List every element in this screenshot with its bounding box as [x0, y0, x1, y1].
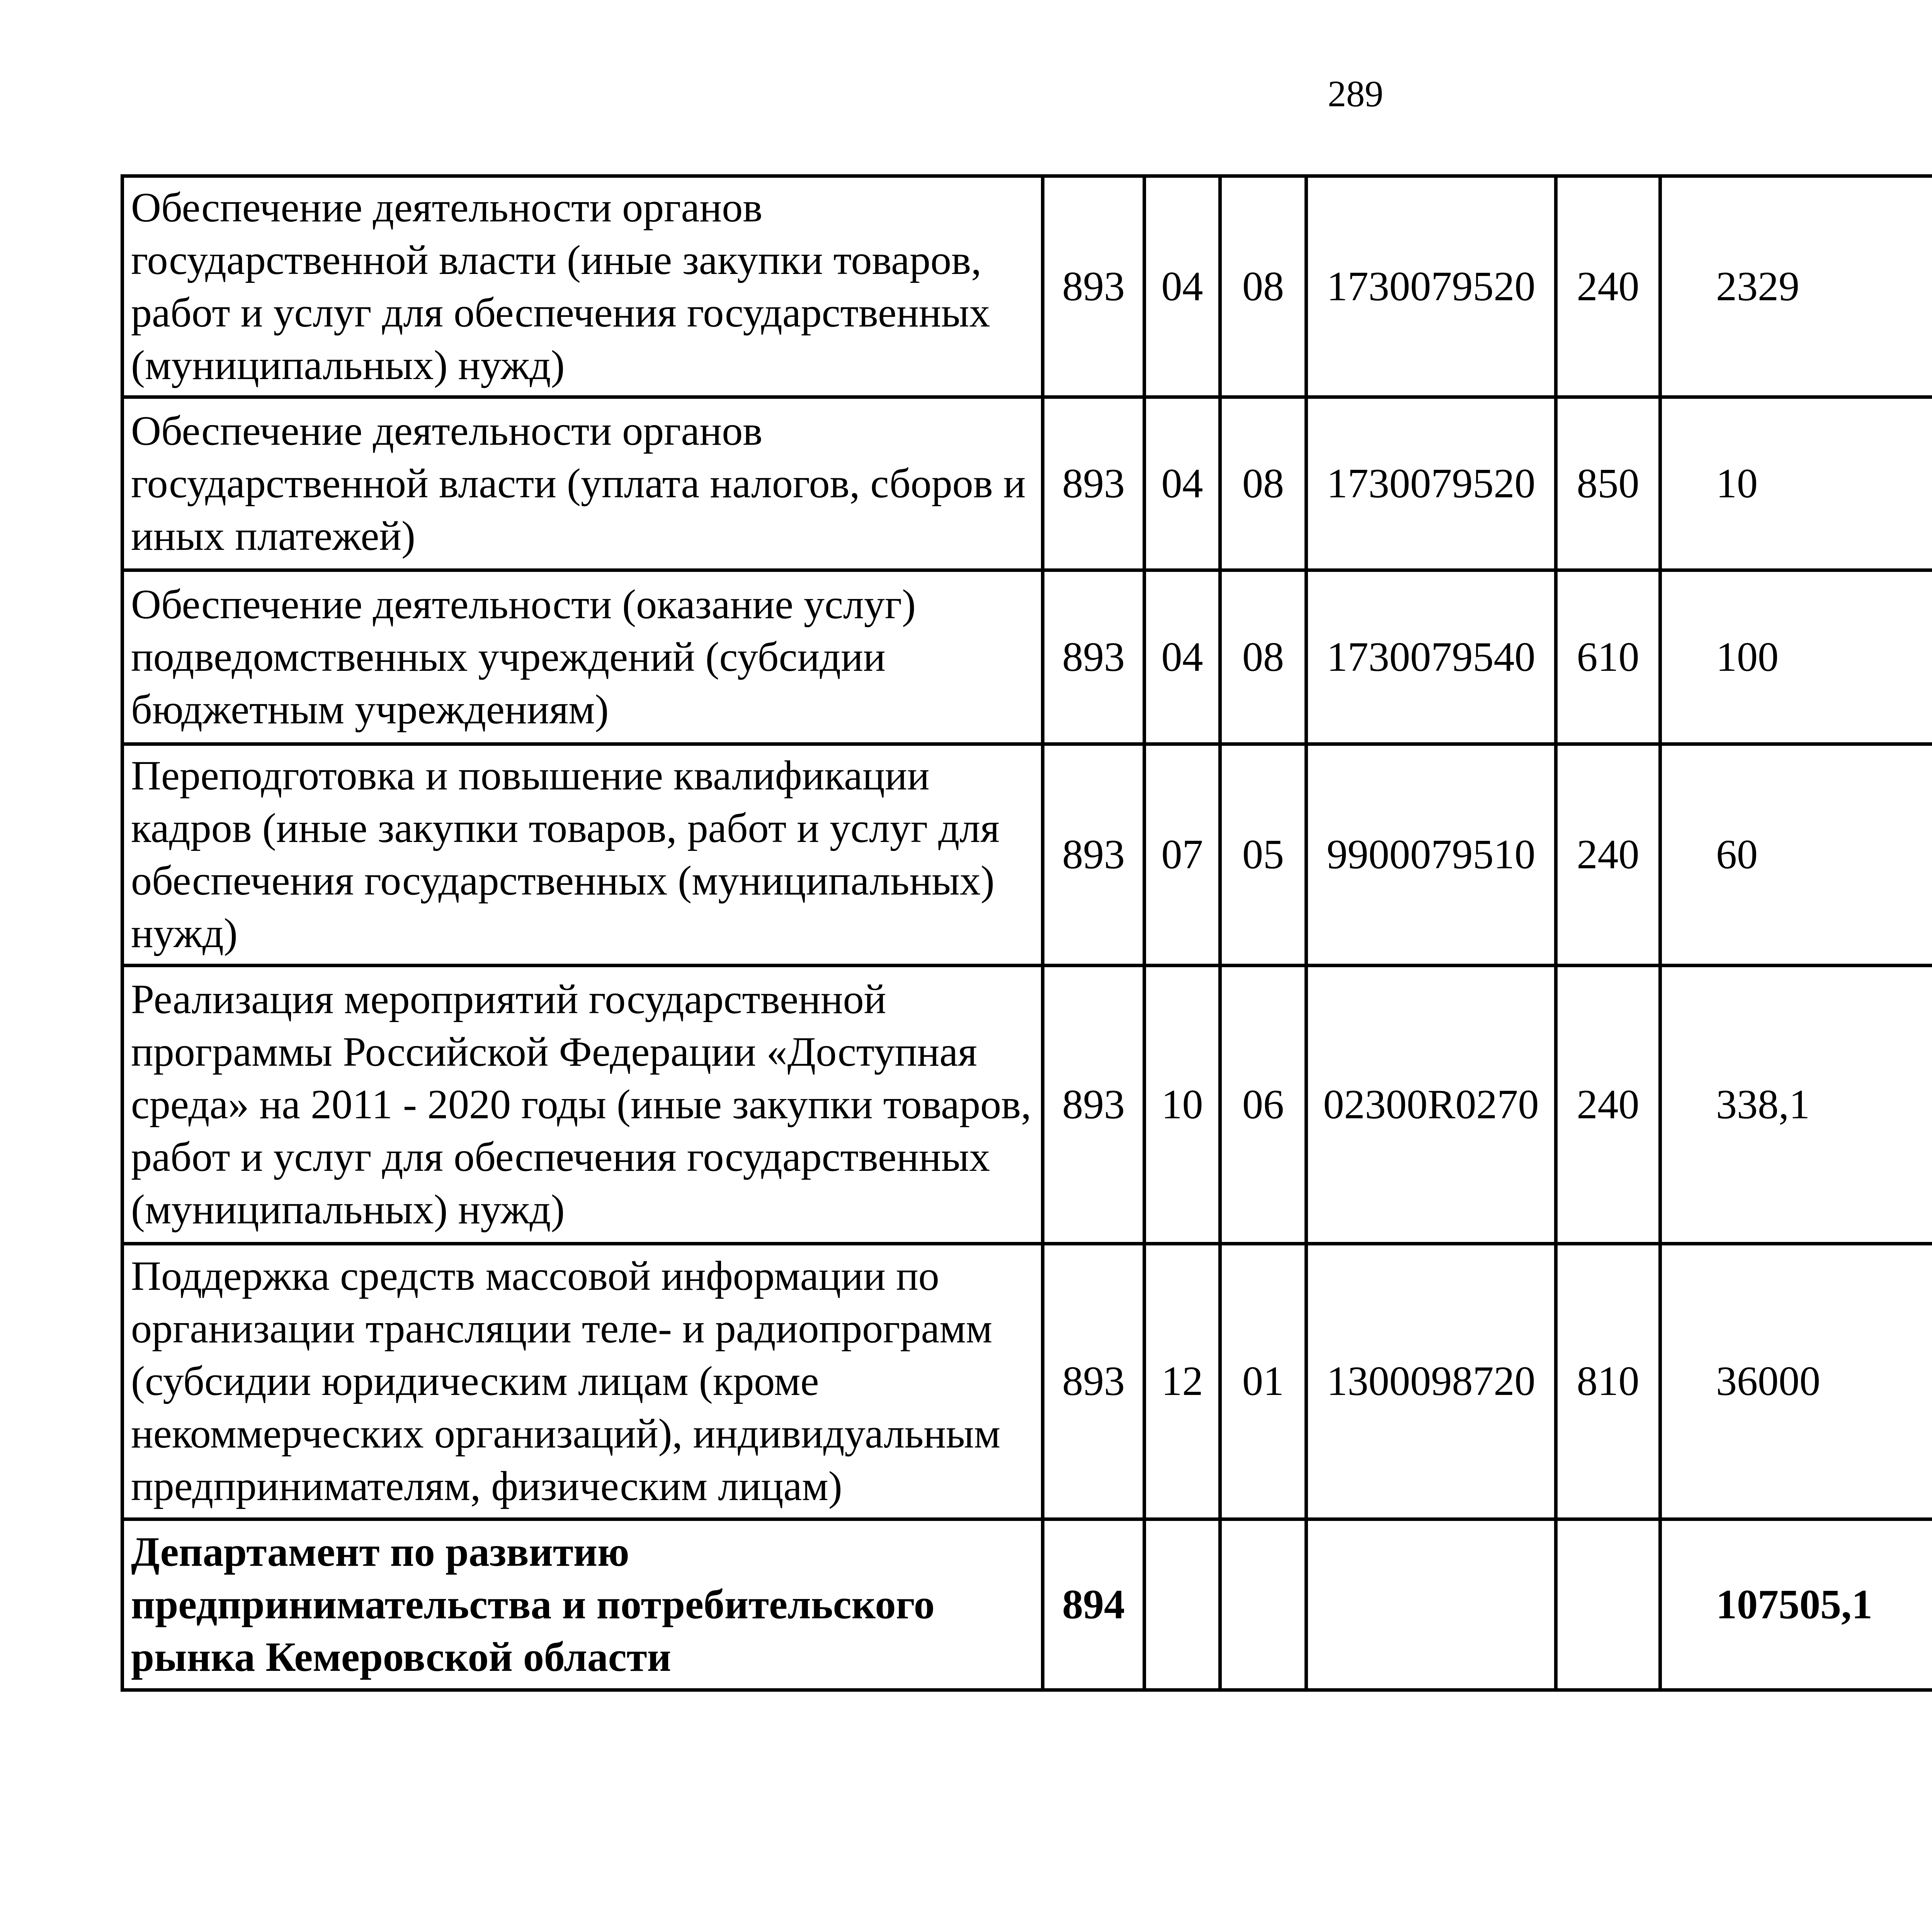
table-row	[122, 966, 1932, 1244]
section-code: 04	[1145, 570, 1220, 744]
subsection-code: 08	[1220, 570, 1306, 744]
ministry-code: 893	[1043, 744, 1145, 966]
section-code: 04	[1145, 397, 1220, 570]
subsection-code: 08	[1220, 176, 1306, 397]
table-row	[122, 1244, 1932, 1519]
ministry-code: 893	[1043, 397, 1145, 570]
target-article-code: 1300098720	[1306, 1244, 1556, 1519]
page-number: 289	[1328, 73, 1383, 114]
section-code: 07	[1145, 744, 1220, 966]
department-name: Департамент по развитию предпринимательства и потребительского рынка Кемеровской области	[122, 1519, 1043, 1690]
table-row	[122, 744, 1932, 966]
ministry-code: 893	[1043, 570, 1145, 744]
target-article-code: 1730079540	[1306, 570, 1556, 744]
amount-year-1: 2329	[1660, 176, 1932, 397]
expense-type-code: 850	[1556, 397, 1660, 570]
table-row-department-total	[122, 1519, 1932, 1690]
amount-year-1: 338,1	[1660, 966, 1932, 1244]
item-name: Поддержка средств массовой информации по организации трансляции теле- и радиопрограмм (субсидии юридическим лицам (кроме некоммерческих организаций), индивидуальным предпринимателям, физическим лицам)	[122, 1244, 1043, 1519]
expense-type-code: 610	[1556, 570, 1660, 744]
item-name: Обеспечение деятельности (оказание услуг) подведомственных учреждений (субсидии бюджетным учреждениям)	[122, 570, 1043, 744]
table-row	[122, 397, 1932, 570]
subsection-code: 05	[1220, 744, 1306, 966]
table-row	[122, 570, 1932, 744]
item-name: Переподготовка и повышение квалификации кадров (иные закупки товаров, работ и услуг для обеспечения государственных (муниципальных) нужд)	[122, 744, 1043, 966]
expense-type-code: 240	[1556, 744, 1660, 966]
amount-year-1: 100	[1660, 570, 1932, 744]
subsection-code: 08	[1220, 397, 1306, 570]
ministry-code: 893	[1043, 1244, 1145, 1519]
amount-year-1: 10	[1660, 397, 1932, 570]
amount-year-1: 36000	[1660, 1244, 1932, 1519]
target-article-code: 02300R0270	[1306, 966, 1556, 1244]
section-code: 10	[1145, 966, 1220, 1244]
ministry-code: 894	[1043, 1519, 1145, 1690]
subsection-code: 01	[1220, 1244, 1306, 1519]
expense-type-code: 240	[1556, 966, 1660, 1244]
target-article-code: 1730079520	[1306, 397, 1556, 570]
ministry-code: 893	[1043, 966, 1145, 1244]
amount-year-1: 107505,1	[1660, 1519, 1932, 1690]
budget-table	[121, 174, 1932, 1692]
expense-type-code	[1556, 1519, 1660, 1690]
section-code	[1145, 1519, 1220, 1690]
ministry-code: 893	[1043, 176, 1145, 397]
expense-type-code: 810	[1556, 1244, 1660, 1519]
amount-year-1: 60	[1660, 744, 1932, 966]
subsection-code	[1220, 1519, 1306, 1690]
subsection-code: 06	[1220, 966, 1306, 1244]
expense-type-code: 240	[1556, 176, 1660, 397]
item-name: Обеспечение деятельности органов государственной власти (уплата налогов, сборов и иных платежей)	[122, 397, 1043, 570]
target-article-code: 1730079520	[1306, 176, 1556, 397]
target-article-code	[1306, 1519, 1556, 1690]
section-code: 12	[1145, 1244, 1220, 1519]
target-article-code: 9900079510	[1306, 744, 1556, 966]
item-name: Реализация мероприятий государственной программы Российской Федерации «Доступная среда» на 2011 - 2020 годы (иные закупки товаров, работ и услуг для обеспечения государственных (муниципальных) нужд)	[122, 966, 1043, 1244]
item-name: Обеспечение деятельности органов государственной власти (иные закупки товаров, работ и услуг для обеспечения государственных (муниципальных) нужд)	[122, 176, 1043, 397]
section-code: 04	[1145, 176, 1220, 397]
table-row	[122, 176, 1932, 397]
